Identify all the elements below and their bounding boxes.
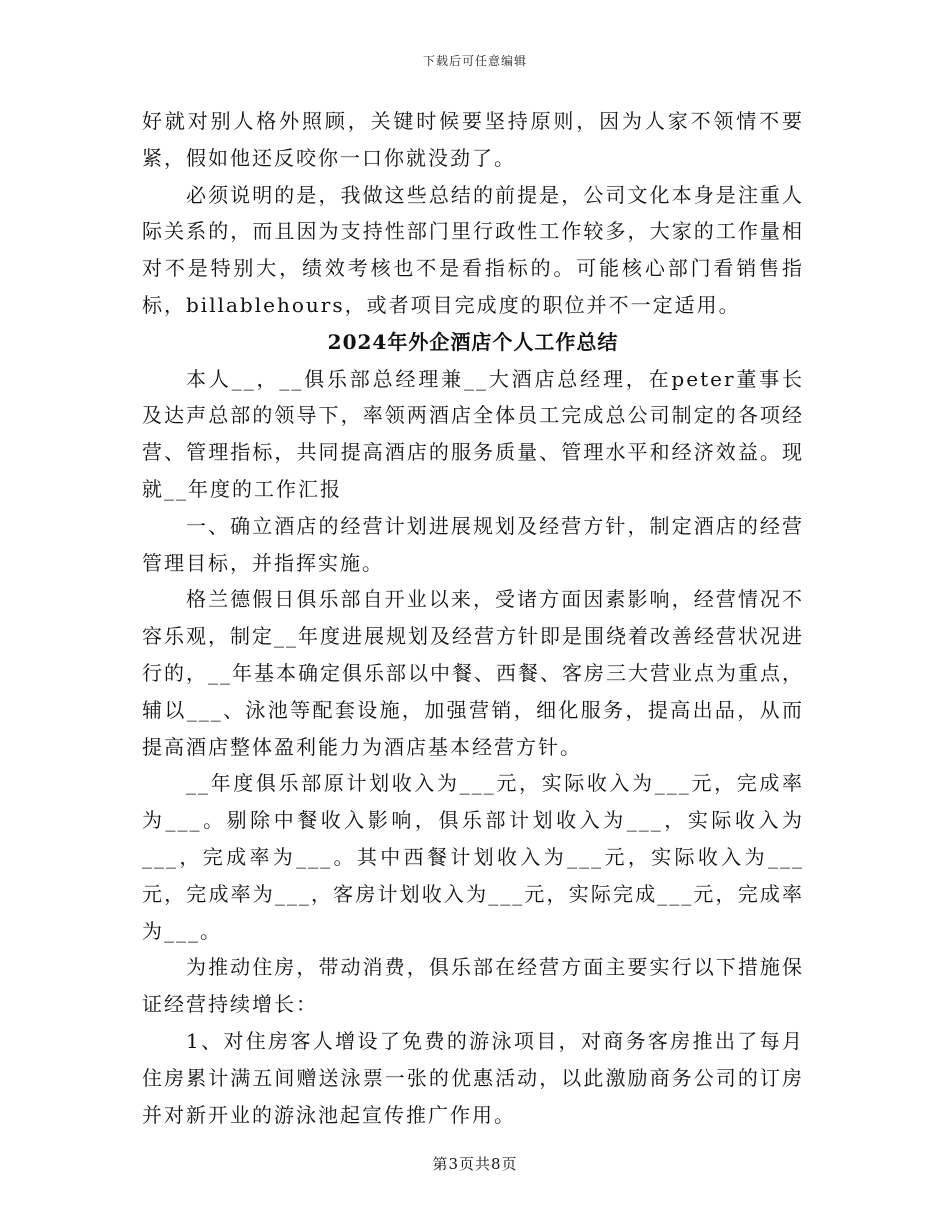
document-body: [142, 103, 804, 1133]
paragraph-club-overview: 格兰德假日俱乐部自开业以来，受诸方面因素影响，经营情况不容乐观，制定__年度进展规划及经营方针即是围绕着改善经营状况进行的，__年基本确定俱乐部以中餐、西餐、客房三大营业点为重点，辅以___、泳池等配套设施，加强营销，细化服务，提高出品，从而提高酒店整体盈利能力为酒店基本经营方针。: [142, 587, 804, 759]
paragraph-intro: 本人__，__俱乐部总经理兼__大酒店总经理，在peter董事长及达声总部的领导下，率领两酒店全体员工完成总公司制定的各项经营、管理指标，共同提高酒店的服务质量、管理水平和经济效益。现就__年度的工作汇报: [142, 366, 804, 501]
page-number: 第3页共8页: [432, 1155, 518, 1173]
paragraph-measures: 为推动住房，带动消费，俱乐部在经营方面主要实行以下措施保证经营持续增长：: [142, 955, 804, 1017]
paragraph-note: 必须说明的是，我做这些总结的前提是，公司文化本身是注重人际关系的，而且因为支持性部门里行政性工作较多，大家的工作量相对不是特别大，绩效考核也不是看指标的。可能核心部门看销售指标，billablehours，或者项目完成度的职位并不一定适用。: [142, 182, 804, 317]
paragraph-revenue: __年度俱乐部原计划收入为___元，实际收入为___元，完成率为___。剔除中餐收入影响，俱乐部计划收入为___，实际收入为___，完成率为___。其中西餐计划收入为___元，实际收入为___元，完成率为___，客房计划收入为___元，实际完成___元，完成率为___。: [142, 771, 804, 943]
paragraph-measure-one: 1、对住房客人增设了免费的游泳项目，对商务客房推出了每月住房累计满五间赠送泳票一张的优惠活动，以此激励商务公司的订房并对新开业的游泳池起宣传推广作用。: [142, 1028, 804, 1127]
paragraph-heading-one: 一、确立酒店的经营计划进展规划及经营方针，制定酒店的经营管理目标，并指挥实施。: [142, 513, 804, 575]
page-header: 下载后可任意编辑: [422, 54, 527, 68]
paragraph-continuation: 好就对别人格外照顾，关键时候要坚持原则，因为人家不领情不要紧，假如他还反咬你一口你就没劲了。: [142, 109, 804, 170]
section-title: 2024年外企酒店个人工作总结: [327, 329, 619, 354]
